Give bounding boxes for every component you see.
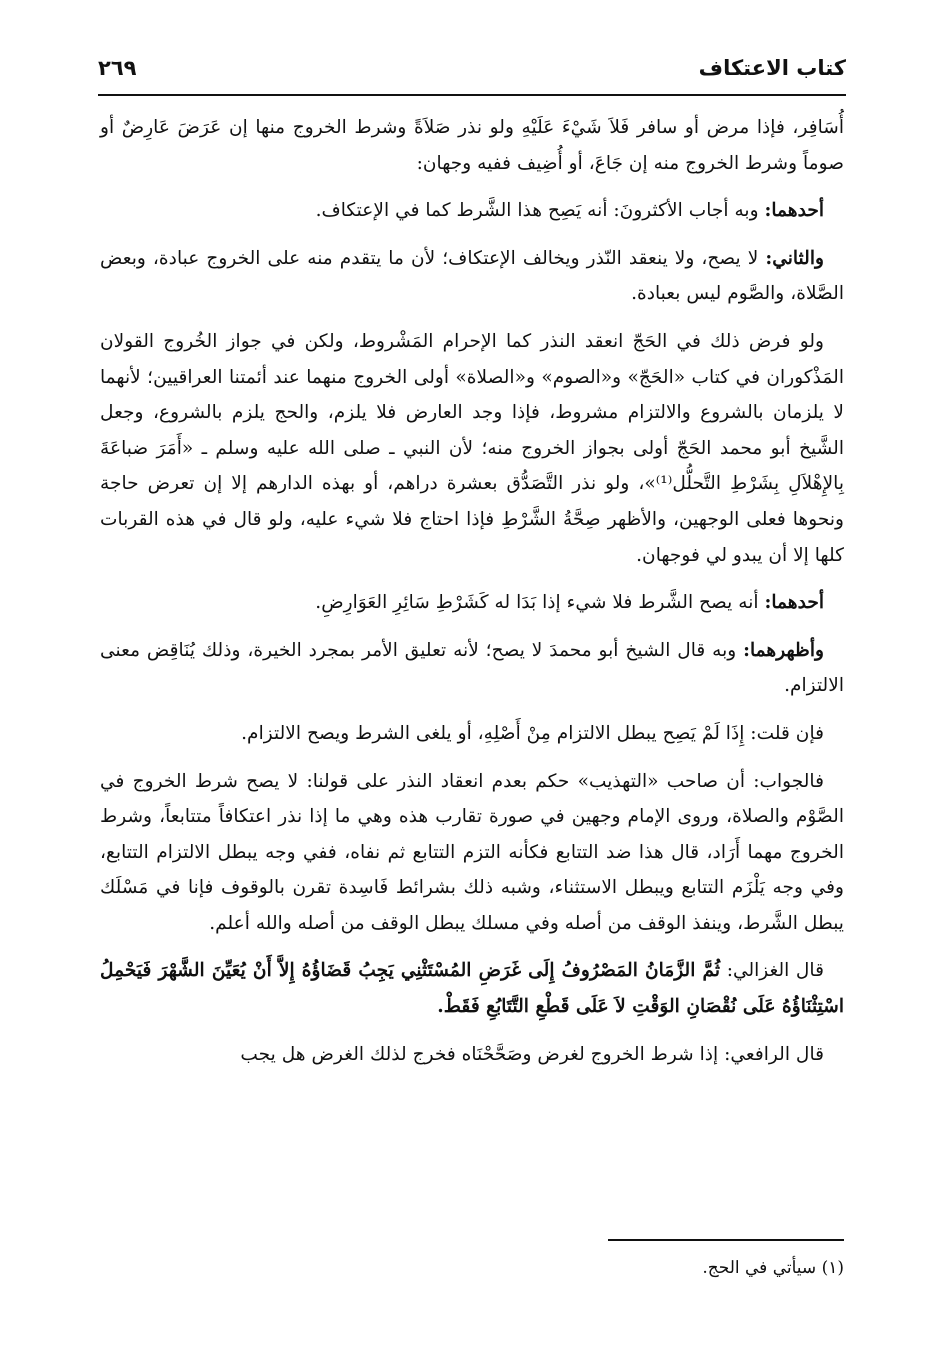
paragraph-more-apparent — [100, 633, 844, 704]
paragraph-ghazali — [100, 953, 844, 1024]
paragraph-text: وبه قال الشيخ أبو محمدَ لا يصح؛ لأنه تعليق الأمر بمجرد الخيرة، وذلك يُنَاقِض معنى الالتزام. — [100, 639, 844, 697]
paragraph-text: فالجواب: أن صاحب «التهذيب» حكم بعدم انعقاد النذر على قولنا: لا يصح شرط الخروج في الصَّوْم والصلاة، وروى الإمام وجهين في صورة تقارب هذه وهي ما إذا نذر اعتكافاً متتابعاً، وشرط الخروج مهما أَرَاد، قال هذا ضد التتابع فكأنه التزم التتابع ثم نفاه، ففي وجه يبطل الالتزام التتابع، وفي وجه يَلْزَم التتابع ويبطل الاستثناء، وشبه ذلك بشرائط فَاسِدة تقرن بالوقوف فإنا في مَسْلَك يبطل الشَّرط، وينفذ الوقف من أصله وفي مسلك يبطل الوقف من أصله والله أعلم. — [100, 770, 844, 934]
paragraph-lead: قال الرافعي: — [724, 1043, 824, 1065]
header-rule — [98, 94, 846, 96]
paragraph-lead: قال الغزالي: — [726, 960, 824, 982]
footnote-rule — [608, 1239, 844, 1241]
paragraph-answer — [100, 764, 844, 942]
ghazali-quote: ثُمَّ الزَّمَانُ المَصْرُوفُ إِلَى غَرَضِ المُسْتَثْنِي يَجِبُ قَضَاؤُهُ إِلاَّ أَنْ يُعَيِّنَ الشَّهْرَ فَيَحْمِلُ اسْتِثْنَاؤُهُ عَلَى نُقْصَانِ الوَقْتِ لاَ عَلَى قَطْعِ التَّتَابُعِ فَقَطْ. — [100, 960, 844, 1018]
paragraph-lead: وأظهرهما: — [743, 639, 824, 661]
paragraph-lead: أحدهما: — [764, 592, 824, 614]
paragraph-text: ولو فرض ذلك في الحَجّ انعقد النذر كما الإحرام المَشْروط، ولكن في جواز الخُروج القولان المَذْكوران في كتاب «الحَجّ» و«الصوم» و«الصلاة» أولى الخروج منهما عند أئمتنا العراقيين؛ لأنهما لا يلزمان بالشروع والالتزام مشروط، فإذا وجد العارض فلا يلزم، والحج يلزم بالشروع، وجعل الشَّيخ أبو محمد الحَجّ أولى بجواز الخروج منه؛ لأن النبي ـ صلى الله عليه وسلم ـ «أَمَرَ ضباعَةَ بِالإِهْلاَلِ بِشَرْطِ التَّحلُّل⁽¹⁾»، ولو نذر التَّصَدُّق بعشرة دراهم، أو بهذه الدارهم إلا إن تعرض حاجة ونحوها فعلى الوجهين، والأظهر صِحَّةُ الشَّرْطِ فإذا احتاج فلا شيء عليه، ولو قال في هذه القربات كلها إلا أن يبدو لي فوجهان. — [100, 330, 845, 566]
paragraph-rafii — [100, 1037, 844, 1073]
chapter-title: كتاب الاعتكاف — [698, 56, 846, 80]
main-text — [100, 110, 844, 1084]
paragraph-text: وبه أجاب الأكثرونَ: أنه يَصِح هذا الشَّرط كما في الإعتكاف. — [315, 200, 759, 222]
paragraph-text: أُسَافِر، فإذا مرض أو سافر فَلاَ شَيْءَ عَلَيْهِ ولو نذر صَلاَةً وشرط الخروج منها إن عَرَضَ عَارِضٌ أو صوماً وشرط الخروج منه إن جَاعَ، أو أُضِيف ففيه وجهان: — [100, 117, 844, 174]
paragraph-second-opinion — [100, 241, 844, 312]
footnote: (١) سيأتي في الحج. — [702, 1258, 844, 1278]
paragraph-first-opinion-2 — [100, 585, 844, 621]
paragraph-text: لا يصح، ولا ينعقد النّذر ويخالف الإعتكاف؛ لأن ما يتقدم منه على الخروج عبادة، وبعض الصَّلاة، والصَّوم ليس بعبادة. — [100, 247, 844, 305]
paragraph-text: أنه يصح الشَّرط فلا شيء إذا بَدَا له كَشَرْطِ سَائِرِ العَوَارِضِ. — [315, 592, 759, 614]
paragraph-first-opinion — [100, 193, 844, 229]
paragraph-continuation — [100, 110, 844, 181]
paragraph-question — [100, 716, 844, 752]
running-header — [98, 46, 846, 90]
paragraph-text: إذا شرط الخروج لغرض وصَحَّحْنَاه فخرج لذلك الغرض هل يجب — [240, 1043, 719, 1065]
page-number: ٢٦٩ — [98, 56, 137, 80]
paragraph-text: فإن قلت: إِذَا لَمْ يَصِح يبطل الالتزام مِنْ أَصْلِهِ، أو يلغى الشرط ويصح الالتزام. — [241, 722, 824, 744]
paragraph-hajj — [100, 324, 844, 573]
paragraph-lead: أحدهما: — [764, 200, 824, 222]
paragraph-lead: والثاني: — [765, 247, 824, 269]
